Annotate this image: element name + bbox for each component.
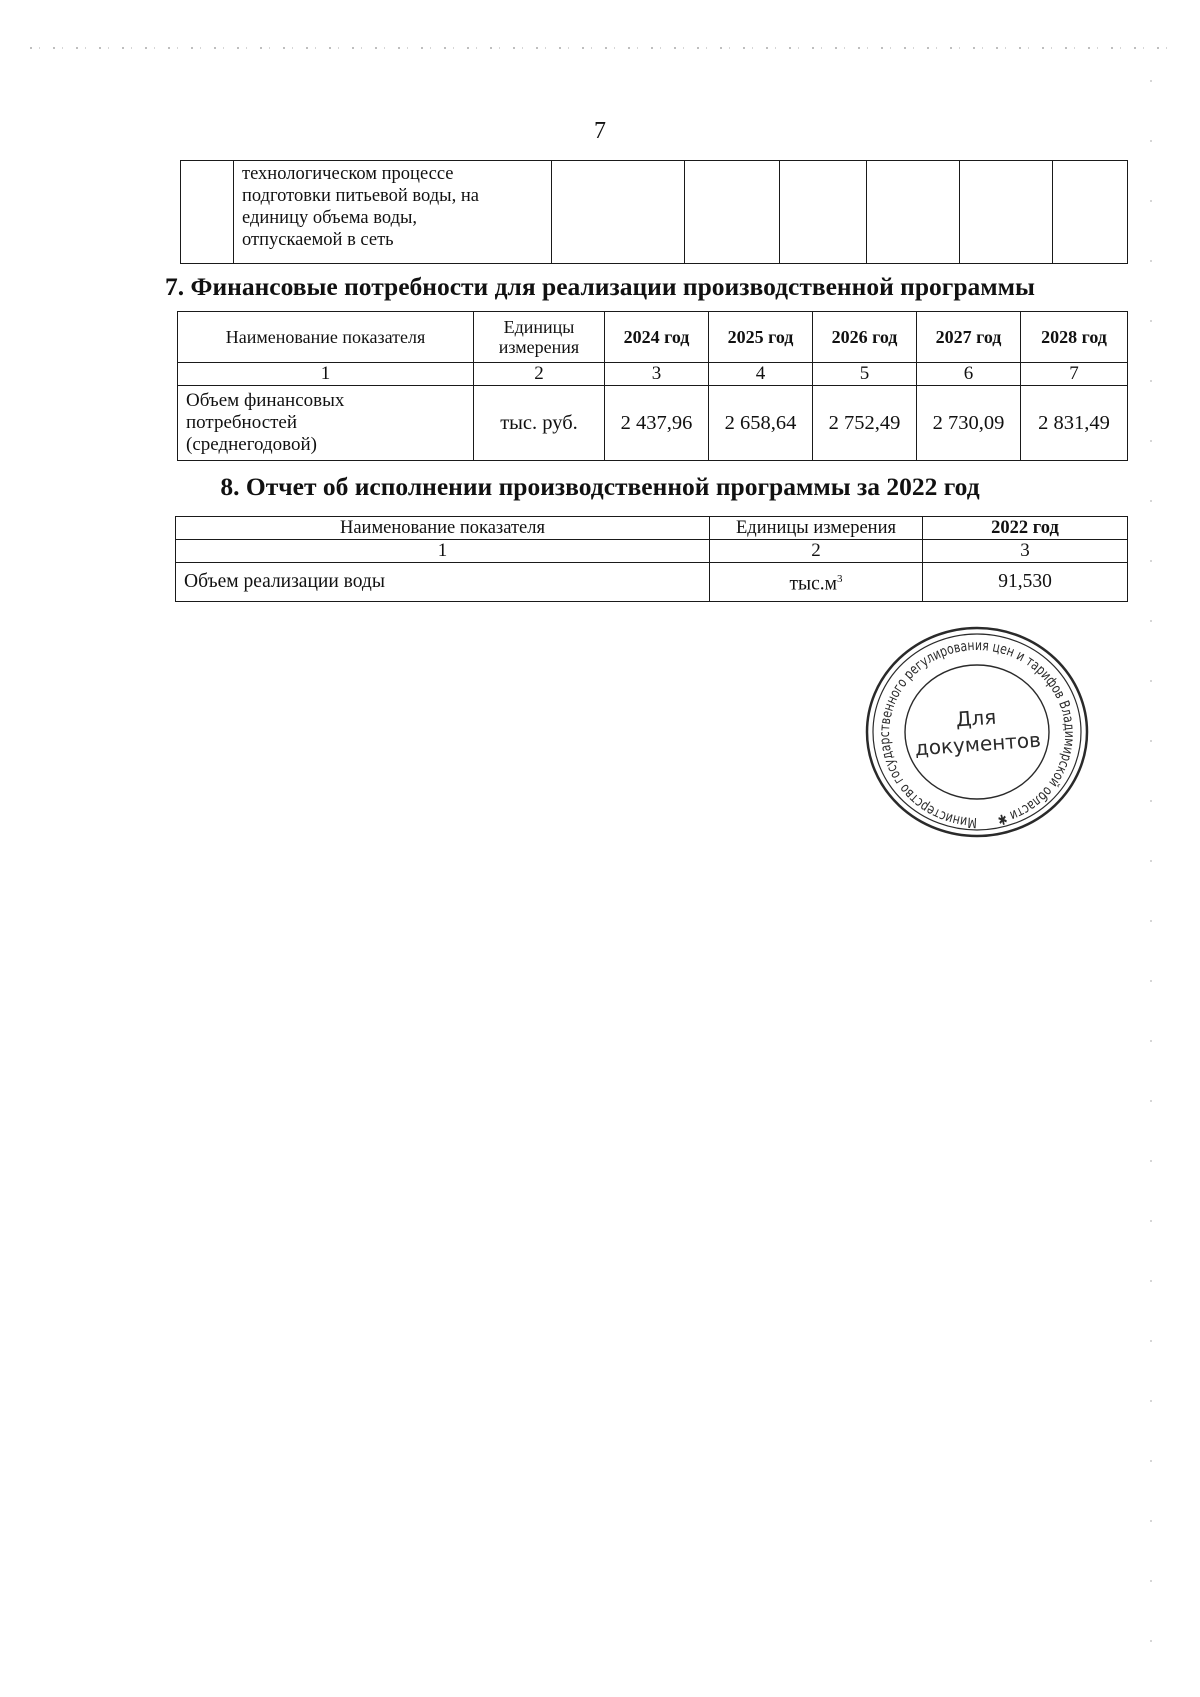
table-cell [867,161,960,264]
header-units: Единицы измерения [710,517,923,540]
unit-cell: тыс. руб. [474,386,605,461]
header-year: 2028 год [1021,312,1128,363]
table-header-row [178,312,1128,363]
header-year: 2027 год [917,312,1021,363]
table-cell [181,161,234,264]
value-cell: 2 752,49 [813,386,917,461]
value-cell: 2 831,49 [1021,386,1128,461]
indicator-name-line: потребностей [186,412,298,433]
official-stamp [862,625,1092,840]
indicator-name-line: (среднегодовой) [186,434,317,455]
value-cell: 2 730,09 [917,386,1021,461]
column-number: 5 [813,363,917,386]
continuation-table [180,160,1128,264]
continuation-line: технологическом процессе [242,164,454,184]
column-number: 1 [176,540,710,563]
column-number: 1 [178,363,474,386]
stamp-center-line: документов [914,727,1042,761]
column-number: 7 [1021,363,1128,386]
continuation-line: отпускаемой в сеть [242,230,394,250]
section-7-heading: 7. Финансовые потребности для реализации производственной программы [165,272,1035,301]
stamp-ring-text: Министерство государственного регулирования цен и тарифов Владимирской области ✱ [876,637,1078,831]
column-number: 3 [605,363,709,386]
report-table [175,516,1128,602]
table-cell [552,161,685,264]
table-row [176,563,1128,602]
unit-text: тыс.м [789,573,837,595]
scan-noise-top [30,47,1170,49]
header-indicator-name: Наименование показателя [176,517,710,540]
financial-needs-table [177,311,1128,461]
scan-noise-right [1150,80,1152,1660]
indicator-name-cell [178,386,474,461]
continuation-text-cell [234,161,552,264]
value-cell: 91,530 [923,563,1128,602]
header-year: 2024 год [605,312,709,363]
unit-superscript: 3 [837,573,843,586]
table-row [178,386,1128,461]
header-year: 2026 год [813,312,917,363]
column-number-row [178,363,1128,386]
table-cell [685,161,780,264]
indicator-name-line: Объем финансовых [186,390,345,411]
page-number: 7 [594,118,606,144]
table-row [181,161,1128,264]
indicator-name-cell: Объем реализации воды [176,563,710,602]
table-header-row [176,517,1128,540]
column-number: 4 [709,363,813,386]
continuation-line: единицу объема воды, [242,208,418,228]
header-units: Единицы измерения [474,312,605,363]
section-8-heading: 8. Отчет об исполнении производственной программы за 2022 год [220,472,980,501]
column-number: 3 [923,540,1128,563]
stamp-center-line: Для [955,704,998,732]
header-year: 2025 год [709,312,813,363]
table-cell [960,161,1053,264]
value-cell: 2 658,64 [709,386,813,461]
continuation-line: подготовки питьевой воды, на [242,186,479,206]
table-cell [1053,161,1128,264]
header-year: 2022 год [923,517,1128,540]
table-cell [780,161,867,264]
column-number: 2 [710,540,923,563]
column-number: 2 [474,363,605,386]
column-number-row [176,540,1128,563]
column-number: 6 [917,363,1021,386]
value-cell: 2 437,96 [605,386,709,461]
header-indicator-name: Наименование показателя [178,312,474,363]
unit-cell [710,563,923,602]
